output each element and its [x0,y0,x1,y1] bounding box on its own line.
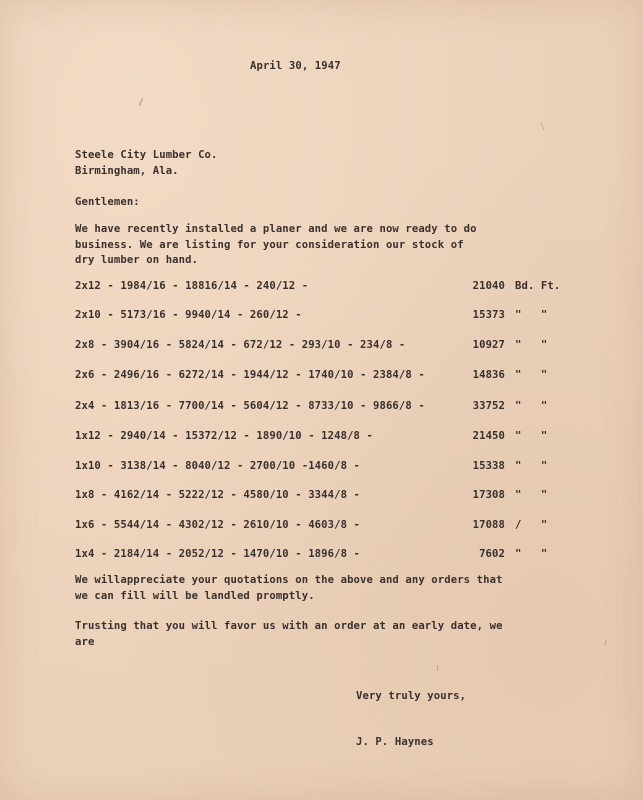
stock-row-total: 7602 [479,548,505,560]
stock-row [75,369,575,383]
paper-blemish [604,640,607,646]
recipient-location: Birmingham, Ala. [75,165,179,177]
stock-row [75,489,575,503]
intro-paragraph: We have recently installed a planer and we are now ready to do business. We are listing for your consideration our stock of dry lumber on hand. [75,223,477,266]
stock-row-total: 17308 [472,489,505,501]
stock-row-desc: 2x10 - 5173/16 - 9940/14 - 260/12 - [75,309,302,321]
closing-paragraph: We willappreciate your quotations on the above and any orders that we can fill will be landled promptly. [75,574,503,602]
stock-row-unit: " " [515,339,548,351]
stock-row-total: 15338 [472,460,505,472]
stock-row-unit: " " [515,430,548,442]
stock-row-desc: 1x4 - 2184/14 - 2052/12 - 1470/10 - 1896/8 - [75,548,361,560]
stock-row-total: 33752 [472,400,505,412]
stock-row [75,460,575,474]
stock-row [75,309,575,323]
stock-row-total: 17088 [472,519,505,531]
letter-date: April 30, 1947 [250,60,341,72]
stock-row [75,548,575,562]
stock-row-desc: 2x12 - 1984/16 - 18816/14 - 240/12 - [75,280,309,292]
stock-row [75,339,575,353]
stock-row-desc: 2x4 - 1813/16 - 7700/14 - 5604/12 - 8733/10 - 9866/8 - [75,400,425,412]
stock-row-desc: 2x8 - 3904/16 - 5824/14 - 672/12 - 293/10 - 234/8 - [75,339,406,351]
stock-row-unit: / " [515,519,548,531]
salutation: Gentlemen: [75,196,140,208]
stock-row-unit: " " [515,309,548,321]
stock-row [75,519,575,533]
stock-row-total: 15373 [472,309,505,321]
stock-row-total: 21450 [472,430,505,442]
recipient-name: Steele City Lumber Co. [75,149,218,161]
stock-row-unit: " " [515,369,548,381]
stock-row-desc: 2x6 - 2496/16 - 6272/14 - 1944/12 - 1740/10 - 2384/8 - [75,369,425,381]
paper-blemish [540,122,544,131]
stock-row [75,430,575,444]
stock-row-total: 21040 [472,280,505,292]
stock-row-unit: " " [515,489,548,501]
stock-row-unit: " " [515,400,548,412]
valediction: Very truly yours, [356,690,467,702]
stock-row-unit: Bd. Ft. [515,280,561,292]
stock-row-desc: 1x6 - 5544/14 - 4302/12 - 2610/10 - 4603/8 - [75,519,361,531]
stock-row [75,400,575,414]
stock-row-unit: " " [515,548,548,560]
stock-row-unit: " " [515,460,548,472]
stock-row-desc: 1x12 - 2940/14 - 15372/12 - 1890/10 - 1248/8 - [75,430,373,442]
stock-row-desc: 1x8 - 4162/14 - 5222/12 - 4580/10 - 3344/8 - [75,489,361,501]
stock-row-desc: 1x10 - 3138/14 - 8040/12 - 2700/10 -1460/8 - [75,460,361,472]
signature-name: J. P. Haynes [356,736,434,748]
stock-row-total: 14836 [472,369,505,381]
stock-row-total: 10927 [472,339,505,351]
paper-blemish [138,98,143,106]
stock-row [75,280,575,294]
trusting-paragraph: Trusting that you will favor us with an order at an early date, we are [75,620,503,648]
paper-blemish [437,665,438,671]
